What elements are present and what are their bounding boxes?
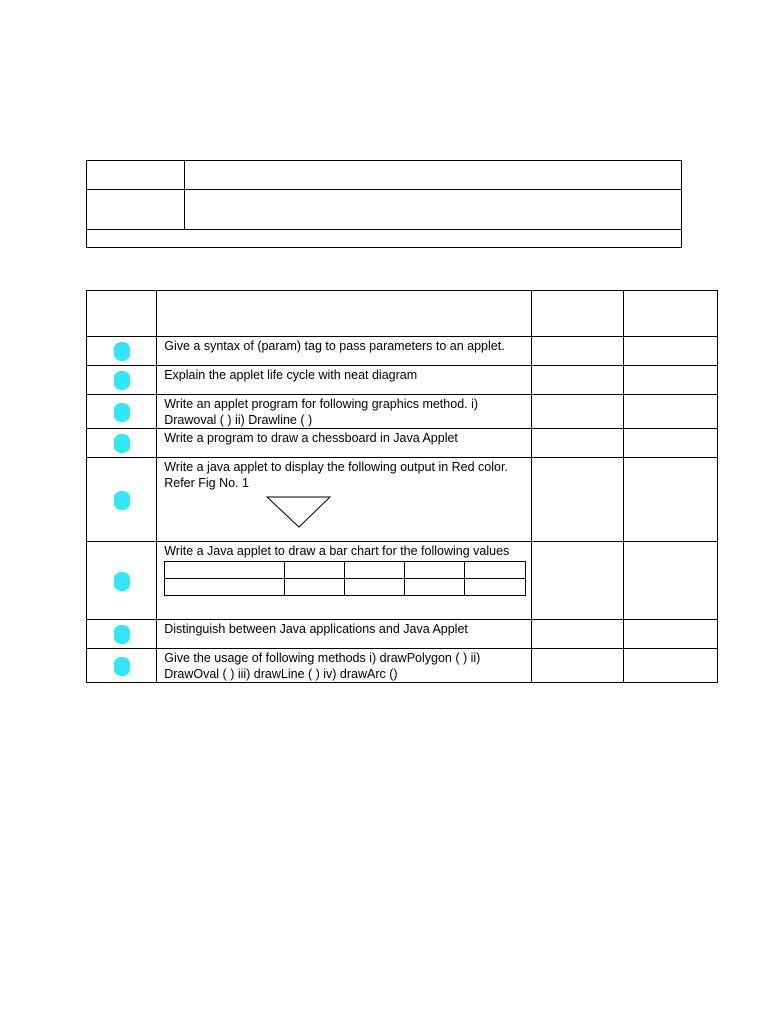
question-text: Distinguish between Java applications and Java Applet xyxy=(164,622,468,636)
values-cell xyxy=(345,562,405,579)
header-info-box xyxy=(86,160,682,248)
question-cell xyxy=(157,458,532,542)
marks-cell xyxy=(532,620,623,649)
values-cell xyxy=(465,562,526,579)
cyan-bullet-icon xyxy=(114,434,130,453)
table-row xyxy=(87,458,718,542)
marks-cell xyxy=(532,429,623,458)
header-cell-no xyxy=(87,291,157,337)
co-cell xyxy=(623,458,717,542)
question-number-cell xyxy=(87,366,157,395)
question-text: Give a syntax of (param) tag to pass parameters to an applet. xyxy=(164,339,505,353)
co-cell xyxy=(623,395,717,429)
values-cell xyxy=(405,562,465,579)
values-cell xyxy=(465,579,526,596)
question-text: Explain the applet life cycle with neat diagram xyxy=(164,368,418,382)
marks-cell xyxy=(532,366,623,395)
question-number-cell xyxy=(87,337,157,366)
marks-cell xyxy=(532,395,623,429)
question-text: Write a program to draw a chessboard in Java Applet xyxy=(164,431,458,445)
question-text: Write a Java applet to draw a bar chart for the following values xyxy=(164,544,510,558)
header-cell-col4 xyxy=(623,291,717,337)
table-row xyxy=(87,337,718,366)
table-row xyxy=(87,649,718,683)
cyan-bullet-icon xyxy=(114,657,130,676)
question-number-cell xyxy=(87,649,157,683)
values-cell xyxy=(405,579,465,596)
values-cell xyxy=(285,579,345,596)
question-number-cell xyxy=(87,429,157,458)
values-cell xyxy=(345,579,405,596)
table-row xyxy=(87,542,718,620)
header-column-divider xyxy=(184,161,185,229)
marks-cell xyxy=(532,542,623,620)
inverted-triangle-icon xyxy=(157,491,531,531)
cyan-bullet-icon xyxy=(114,625,130,644)
question-number-cell xyxy=(87,458,157,542)
table-header-row xyxy=(87,291,718,337)
question-text: Write an applet program for following graphics method. i) Drawoval ( ) ii) Drawline ( ) xyxy=(164,397,479,427)
cyan-bullet-icon xyxy=(114,371,130,390)
question-number-cell xyxy=(87,620,157,649)
question-number-cell xyxy=(87,395,157,429)
values-row xyxy=(165,562,526,579)
question-number-cell xyxy=(87,542,157,620)
header-cell-col3 xyxy=(532,291,623,337)
question-cell xyxy=(157,337,532,366)
co-cell xyxy=(623,620,717,649)
header-divider-2 xyxy=(87,229,681,230)
table-row xyxy=(87,395,718,429)
values-cell xyxy=(165,579,285,596)
question-cell xyxy=(157,620,532,649)
table-row xyxy=(87,429,718,458)
co-cell xyxy=(623,429,717,458)
cyan-bullet-icon xyxy=(114,572,130,591)
values-row xyxy=(165,579,526,596)
question-table xyxy=(86,290,718,683)
question-text: Give the usage of following methods i) drawPolygon ( ) ii) DrawOval ( ) iii) drawLine ( ) iv) drawArc () xyxy=(164,651,481,681)
co-cell xyxy=(623,337,717,366)
header-divider-1 xyxy=(87,189,681,190)
question-cell xyxy=(157,429,532,458)
values-cell xyxy=(285,562,345,579)
values-cell xyxy=(165,562,285,579)
table-row xyxy=(87,366,718,395)
cyan-bullet-icon xyxy=(114,342,130,361)
bar-chart-values-table xyxy=(164,561,526,596)
figure-1 xyxy=(157,491,531,531)
table-row xyxy=(87,620,718,649)
question-cell xyxy=(157,366,532,395)
co-cell xyxy=(623,542,717,620)
header-cell-question xyxy=(157,291,532,337)
marks-cell xyxy=(532,337,623,366)
marks-cell xyxy=(532,649,623,683)
co-cell xyxy=(623,366,717,395)
question-text: Write a java applet to display the following output in Red color. Refer Fig No. 1 xyxy=(164,460,508,490)
question-cell xyxy=(157,649,532,683)
cyan-bullet-icon xyxy=(114,403,130,422)
question-cell xyxy=(157,395,532,429)
marks-cell xyxy=(532,458,623,542)
question-cell xyxy=(157,542,532,620)
co-cell xyxy=(623,649,717,683)
cyan-bullet-icon xyxy=(114,491,130,510)
